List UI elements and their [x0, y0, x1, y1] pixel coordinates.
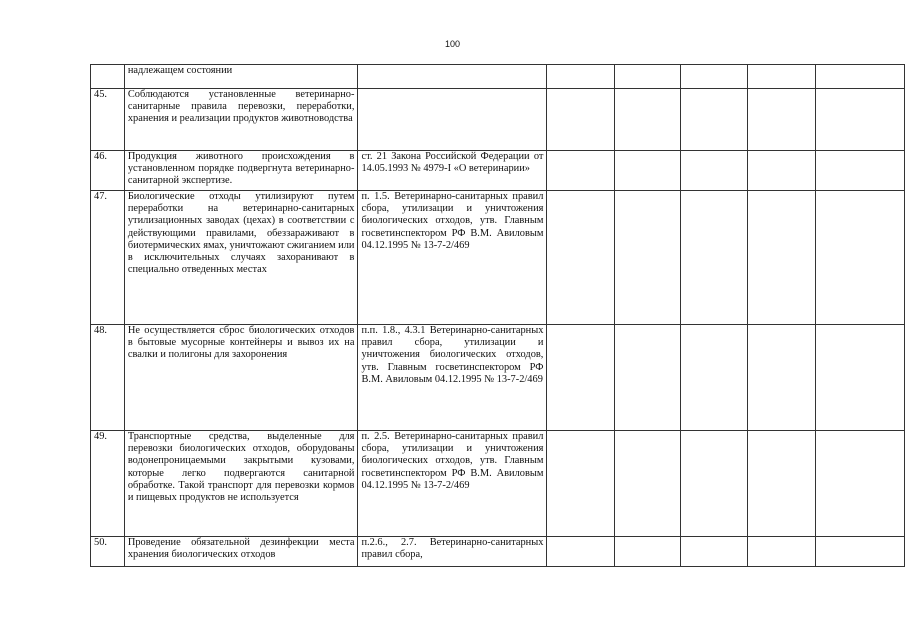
answer-cell[interactable]	[815, 65, 904, 89]
answer-cell[interactable]	[614, 65, 680, 89]
answer-cell[interactable]	[547, 65, 614, 89]
table-row	[91, 89, 905, 151]
requirement-cell: Транспортные средства, выделенные для перевозки биологических отходов, оборудованы водонепроницаемыми закрытыми кузовами, которые легко подвергаются санитарной обработке. Такой транспорт для перевозки кормов и пищевых продуктов не используется	[124, 431, 358, 537]
answer-cell[interactable]	[547, 537, 614, 567]
reference-cell: ст. 21 Закона Российской Федерации от 14.05.1993 № 4979-I «О ветеринарии»	[358, 151, 547, 191]
table-row	[91, 537, 905, 567]
answer-cell[interactable]	[547, 431, 614, 537]
answer-cell[interactable]	[815, 151, 904, 191]
row-number: 46.	[91, 151, 125, 191]
requirement-cell: Биологические отходы утилизируют путем переработки на ветеринарно-санитарных утилизационных заводах (цехах) в соответствии с действующими правилами, обеззараживают в биотермических ямах, уничтожают сжиганием или в исключительных случаях захоранивают в специально отведенных местах	[124, 191, 358, 325]
answer-cell[interactable]	[614, 325, 680, 431]
requirement-cell: Проведение обязательной дезинфекции места хранения биологических отходов	[124, 537, 358, 567]
answer-cell[interactable]	[614, 89, 680, 151]
answer-cell[interactable]	[681, 151, 748, 191]
answer-cell[interactable]	[547, 325, 614, 431]
reference-cell: п.2.6., 2.7. Ветеринарно-санитарных правил сбора,	[358, 537, 547, 567]
requirement-cell: Продукция животного происхождения в установленном порядке подвергнута ветеринарно-санитарной экспертизе.	[124, 151, 358, 191]
answer-cell[interactable]	[614, 191, 680, 325]
requirement-cell: Не осуществляется сброс биологических отходов в бытовые мусорные контейнеры и вывоз их на свалки и полигоны для захоронения	[124, 325, 358, 431]
row-number: 45.	[91, 89, 125, 151]
row-number: 50.	[91, 537, 125, 567]
answer-cell[interactable]	[815, 191, 904, 325]
requirement-cell: Соблюдаются установленные ветеринарно-санитарные правила перевозки, переработки, хранения и реализации продуктов животноводства	[124, 89, 358, 151]
answer-cell[interactable]	[681, 431, 748, 537]
answer-cell[interactable]	[748, 191, 815, 325]
answer-cell[interactable]	[748, 537, 815, 567]
answer-cell[interactable]	[614, 431, 680, 537]
answer-cell[interactable]	[681, 325, 748, 431]
reference-cell: п. 2.5. Ветеринарно-санитарных правил сбора, утилизации и уничтожения биологических отходов, утв. Главным госветинспектором РФ В.М. Авиловым 04.12.1995 № 13-7-2/469	[358, 431, 547, 537]
table-row	[91, 151, 905, 191]
answer-cell[interactable]	[748, 325, 815, 431]
answer-cell[interactable]	[815, 89, 904, 151]
answer-cell[interactable]	[614, 151, 680, 191]
row-number: 49.	[91, 431, 125, 537]
row-number: 47.	[91, 191, 125, 325]
answer-cell[interactable]	[547, 89, 614, 151]
row-number: 48.	[91, 325, 125, 431]
answer-cell[interactable]	[815, 537, 904, 567]
reference-cell	[358, 65, 547, 89]
table-row	[91, 191, 905, 325]
answer-cell[interactable]	[681, 537, 748, 567]
answer-cell[interactable]	[681, 191, 748, 325]
answer-cell[interactable]	[547, 191, 614, 325]
answer-cell[interactable]	[748, 89, 815, 151]
answer-cell[interactable]	[748, 151, 815, 191]
page-number: 100	[444, 39, 461, 49]
answer-cell[interactable]	[681, 89, 748, 151]
answer-cell[interactable]	[815, 325, 904, 431]
answer-cell[interactable]	[815, 431, 904, 537]
table-row	[91, 431, 905, 537]
row-number	[91, 65, 125, 89]
checklist-table	[90, 64, 905, 567]
reference-cell: п. 1.5. Ветеринарно-санитарных правил сбора, утилизации и уничтожения биологических отходов, утв. Главным госветинспектором РФ В.М. Авиловым 04.12.1995 № 13-7-2/469	[358, 191, 547, 325]
answer-cell[interactable]	[614, 537, 680, 567]
requirement-cell: надлежащем состоянии	[124, 65, 358, 89]
answer-cell[interactable]	[748, 65, 815, 89]
table-row	[91, 65, 905, 89]
answer-cell[interactable]	[547, 151, 614, 191]
answer-cell[interactable]	[681, 65, 748, 89]
answer-cell[interactable]	[748, 431, 815, 537]
reference-cell	[358, 89, 547, 151]
table-row	[91, 325, 905, 431]
reference-cell: п.п. 1.8., 4.3.1 Ветеринарно-санитарных правил сбора, утилизации и уничтожения биологических отходов, утв. Главным госветинспектором РФ В.М. Авиловым 04.12.1995 № 13-7-2/469	[358, 325, 547, 431]
